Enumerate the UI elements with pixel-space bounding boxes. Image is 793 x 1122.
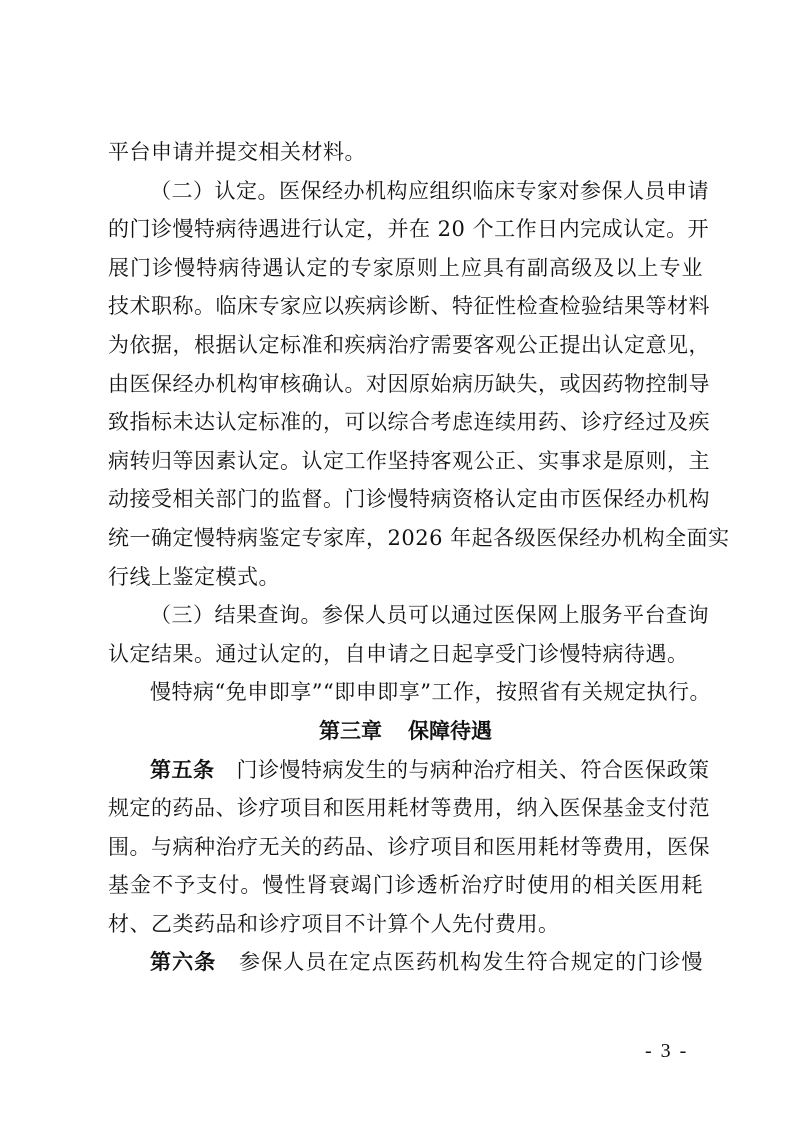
paragraph-line: 认定结果。通过认定的，自申请之日起享受门诊慢特病待遇。 xyxy=(108,641,689,666)
paragraph-line: 病转归等因素认定。认定工作坚持客观公正、实事求是原则，主 xyxy=(108,448,710,473)
article-label: 第六条 xyxy=(150,950,217,975)
paragraph-line: 的门诊慢特病待遇进行认定，并在 20 个工作日内完成认定。开 xyxy=(108,217,710,242)
paragraph-line: 基金不予支付。慢性肾衰竭门诊透析治疗时使用的相关医用耗 xyxy=(108,873,703,898)
paragraph-line: （三）结果查询。参保人员可以通过医保网上服务平台查询 xyxy=(150,603,709,628)
paragraph-line: 由医保经办机构审核确认。对因原始病历缺失，或因药物控制导 xyxy=(108,371,710,396)
paragraph-line: 平台申请并提交相关材料。 xyxy=(108,140,366,164)
paragraph-line: 围。与病种治疗无关的药品、诊疗项目和医用耗材等费用，医保 xyxy=(108,834,710,859)
article-text: 参保人员在定点医药机构发生符合规定的门诊慢 xyxy=(238,950,703,975)
page-number: - 3 - xyxy=(645,1040,689,1062)
paragraph-line: 规定的药品、诊疗项目和医用耗材等费用，纳入医保基金支付范 xyxy=(108,796,710,821)
article-text: 门诊慢特病发生的与病种治疗相关、符合医保政策 xyxy=(236,757,710,782)
article-label: 第五条 xyxy=(150,757,215,782)
article-first-line xyxy=(108,943,703,982)
paragraph-line: 材、乙类药品和诊疗项目不计算个人先付费用。 xyxy=(108,911,560,936)
paragraph-line: 统一确定慢特病鉴定专家库，2026 年起各级医保经办机构全面实 xyxy=(108,525,730,550)
document-body xyxy=(108,133,730,982)
paragraph-line: 动接受相关部门的监督。门诊慢特病资格认定由市医保经办机构 xyxy=(108,487,710,512)
paragraph-line: 行线上鉴定模式。 xyxy=(108,564,280,589)
chapter-number: 第三章 xyxy=(319,718,382,743)
paragraph-line: 为依据，根据认定标准和疾病治疗需要客观公正提出认定意见， xyxy=(108,332,710,357)
article-first-line xyxy=(108,751,710,790)
paragraph-line: 技术职称。临床专家应以疾病诊断、特征性检查检验结果等材料 xyxy=(108,294,710,319)
paragraph-line: 展门诊慢特病待遇认定的专家原则上应具有副高级及以上专业 xyxy=(108,255,703,280)
paragraph-line: 致指标未达认定标准的，可以综合考虑连续用药、诊疗经过及疾 xyxy=(108,410,710,435)
paragraph-line: 慢特病“免申即享”“即申即享”工作，按照省有关规定执行。 xyxy=(150,680,711,705)
chapter-heading xyxy=(108,712,703,751)
paragraph-line: （二）认定。医保经办机构应组织临床专家对参保人员申请 xyxy=(150,178,709,203)
chapter-title: 保障待遇 xyxy=(408,718,492,743)
